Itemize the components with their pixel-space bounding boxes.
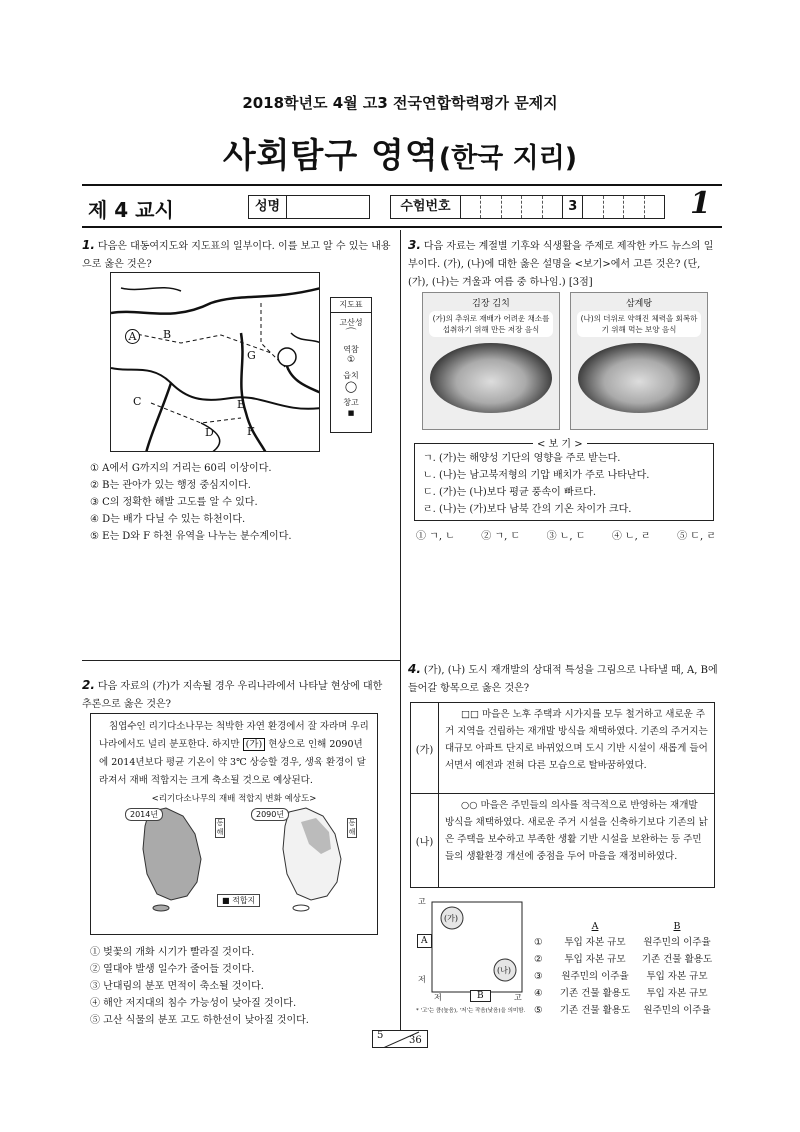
- option-number: ④: [534, 988, 543, 999]
- map-label-b: B: [163, 328, 172, 341]
- option-b: 기존 건물 활용도: [641, 954, 713, 965]
- town-icon: ◯: [344, 380, 358, 393]
- option-a: 기존 건물 활용도: [559, 1005, 631, 1016]
- q4-options: [534, 920, 720, 1019]
- q1-map-legend: [330, 297, 372, 433]
- page-total: 36: [409, 1035, 422, 1046]
- header-rule-top: [82, 184, 722, 186]
- exam-number-cell: [461, 196, 481, 218]
- row-ga-text: □□ 마을은 노후 주택과 시가지를 모두 철거하고 새로운 주거 지역을 건립하는 재개발 방식을 채택하였다. 기존의 주거지는 대규모 아파트 단지로 바뀌었으며 도시 기반 시설이 새롭게 들어서면서 예전과 전혀 다른 모습으로 탈바꿈하였다.: [445, 709, 708, 771]
- page-number: 1: [690, 186, 711, 221]
- graph-axis-b: B: [470, 990, 491, 1002]
- exam-title: 2018학년도 4월 고3 전국연합학력평가 문제지: [242, 94, 558, 112]
- exam-number-cell: [624, 196, 644, 218]
- q2-option-1[interactable]: ① 벚꽃의 개화 시기가 빨라질 것이다.: [90, 947, 255, 958]
- card-samgyetang-desc: (나)의 더위로 약해진 체력을 회복하기 위해 먹는 보양 음식: [577, 311, 701, 337]
- row-na-label: (나): [411, 794, 439, 887]
- graph-na: (나): [497, 966, 511, 975]
- q3-stem: [408, 236, 720, 292]
- period-label: 제 4 교시: [88, 198, 174, 222]
- legend-label: 창고: [343, 398, 359, 407]
- map-label-a: A: [125, 329, 140, 344]
- q2-passage-box: [90, 713, 378, 935]
- subject-title: [0, 128, 800, 177]
- q1-stem: [82, 236, 394, 274]
- bogi-title: < 보 기 >: [533, 435, 587, 450]
- station-icon: ①: [346, 355, 356, 365]
- q2-option-4[interactable]: ④ 해안 저지대의 침수 가능성이 낮아질 것이다.: [90, 998, 297, 1009]
- q4-option-1[interactable]: [534, 934, 720, 951]
- q1-map: [110, 272, 320, 452]
- q2-stem-text: 다음 자료의 (가)가 지속될 경우 우리나라에서 나타날 현상에 대한 추론으로 옳은 것은?: [82, 681, 383, 710]
- exam-number-cell: [522, 196, 542, 218]
- q4-graph: [408, 896, 528, 1006]
- q1-option-2[interactable]: ② B는 관아가 있는 행정 중심지이다.: [90, 480, 251, 491]
- graph-y-low: 저: [418, 975, 426, 984]
- q1-option-4[interactable]: ④ D는 배가 다닐 수 있는 하천이다.: [90, 514, 246, 525]
- q3-option-1[interactable]: ① ㄱ, ㄴ: [416, 531, 455, 542]
- bogi-item-2: ㄴ. (나)는 남고북저형의 기압 배치가 주로 나타난다.: [423, 470, 650, 481]
- q3-option-5[interactable]: ⑤ ㄷ, ㄹ: [677, 531, 716, 542]
- page-counter: [372, 1030, 428, 1048]
- map-label-f: F: [247, 425, 255, 438]
- subject-sub: (한국 지리): [438, 143, 578, 174]
- q3-option-4[interactable]: ④ ㄴ, ㄹ: [611, 531, 651, 542]
- q1-stem-text: 다음은 대동여지도와 지도표의 일부이다. 이를 보고 알 수 있는 내용으로 옳은 것은?: [82, 241, 391, 270]
- q2-number: 2.: [82, 678, 95, 692]
- q2-passage-mark: (가): [243, 738, 266, 751]
- q4-stem-text: (가), (나) 도시 재개발의 상대적 특성을 그림으로 나타낼 때, A, B에 들어갈 항목으로 옳은 것은?: [408, 665, 718, 694]
- q4-number: 4.: [408, 662, 421, 676]
- q4-option-3[interactable]: [534, 968, 720, 985]
- option-b: 투입 자본 규모: [646, 988, 708, 999]
- sea-label-2: 동해: [348, 819, 356, 836]
- q4-graph-note: * '고'는 큼(높음), '저'는 작음(낮음)을 의미함.: [416, 1008, 526, 1014]
- option-a: 투입 자본 규모: [564, 954, 626, 965]
- q4-row-na: [411, 794, 714, 887]
- bogi-item-4: ㄹ. (나)는 (가)보다 남북 간의 기온 차이가 크다.: [423, 504, 632, 515]
- legend-label: 읍치: [343, 371, 359, 380]
- q4-option-5[interactable]: [534, 1002, 720, 1019]
- exam-number-cells[interactable]: [461, 196, 664, 218]
- graph-ga: (가): [444, 914, 458, 923]
- q4-col-b: B: [673, 921, 681, 932]
- q4-col-a: A: [591, 921, 599, 932]
- exam-number-cell: [543, 196, 563, 218]
- option-number: ①: [534, 937, 543, 948]
- name-label: 성명: [249, 196, 287, 218]
- kimchi-photo: [430, 343, 552, 413]
- q4-options-header: [534, 920, 720, 934]
- legend-item-town: [331, 370, 371, 393]
- map-label-c: C: [133, 395, 142, 408]
- row-na-text: ○○ 마을은 주민들의 의사를 적극적으로 반영하는 재개발 방식을 채택하였다. 새로운 주거 시설을 신축하기보다 기존의 낡은 주택을 보수하고 부족한 생활 기반 시설을 보완하는 등 주민들의 생활환경 개선에 중점을 두어 마을을 재정비하였다.: [445, 800, 708, 862]
- map-label-g: G: [247, 349, 256, 362]
- legend-label: 역참: [343, 345, 359, 354]
- graph-x-high: 고: [514, 993, 522, 1002]
- q2-figure-title: <리기다소나무의 재배 적합지 변화 예상도>: [151, 794, 317, 804]
- option-a: 기존 건물 활용도: [559, 988, 631, 999]
- legend-item-station: [331, 344, 371, 366]
- exam-number-cell: [502, 196, 522, 218]
- fortress-icon: ⌒: [345, 327, 357, 340]
- q2-options: [90, 944, 309, 1029]
- q2-option-5[interactable]: ⑤ 고산 식물의 분포 고도 하한선이 낮아질 것이다.: [90, 1015, 309, 1026]
- q4-option-2[interactable]: [534, 951, 720, 968]
- option-number: ⑤: [534, 1005, 543, 1016]
- q2-option-3[interactable]: ③ 난대림의 분포 면적이 축소될 것이다.: [90, 981, 264, 992]
- q4-option-4[interactable]: [534, 985, 720, 1002]
- samgyetang-photo: [578, 343, 700, 413]
- q3-card-samgyetang: [570, 292, 708, 430]
- q4-stem: [408, 660, 720, 698]
- legend-item-warehouse: [331, 397, 371, 418]
- card-samgyetang-title: 삼계탕: [625, 299, 653, 309]
- map-label-d: D: [205, 426, 214, 439]
- exam-number-cell: [481, 196, 501, 218]
- option-b: 원주민의 이주율: [643, 1005, 711, 1016]
- option-number: ③: [534, 971, 543, 982]
- option-a: 원주민의 이주율: [561, 971, 629, 982]
- page-current: 5: [377, 1030, 384, 1041]
- exam-number-digit: 3: [563, 196, 583, 218]
- column-divider: [400, 230, 401, 1030]
- q3-option-3[interactable]: ③ ㄴ, ㄷ: [546, 531, 586, 542]
- exam-number-label: 수험번호: [391, 196, 461, 218]
- q4-graph-frame: [408, 896, 528, 1006]
- card-kimchi-desc: (가)의 추위로 재배가 어려운 채소를 섭취하기 위해 만든 저장 음식: [429, 311, 553, 337]
- q1-options: [90, 460, 292, 545]
- graph-x-low: 저: [434, 993, 442, 1002]
- q1-option-1[interactable]: ① A에서 G까지의 거리는 60리 이상이다.: [90, 463, 272, 474]
- legend-label: 고산성: [339, 318, 363, 327]
- map-year-2090: 2090년: [251, 808, 289, 821]
- bogi-item-1: ㄱ. (가)는 해양성 기단의 영향을 주로 받는다.: [423, 453, 621, 464]
- question-divider: [82, 660, 400, 661]
- option-b: 투입 자본 규모: [646, 971, 708, 982]
- subject-main: 사회탐구 영역: [222, 136, 439, 176]
- q3-card-kimchi: [422, 292, 560, 430]
- name-field[interactable]: [287, 196, 369, 218]
- exam-number-cell: [604, 196, 624, 218]
- legend-title: 지도표: [331, 298, 371, 313]
- option-b: 원주민의 이주율: [643, 937, 711, 948]
- exam-number-box: [390, 195, 665, 219]
- q2-passage: [91, 714, 377, 790]
- q3-bogi-box: [414, 439, 714, 521]
- sea-label-1: 동해: [216, 819, 224, 836]
- exam-number-cell: [645, 196, 664, 218]
- q2-map-legend: ■ 적합지: [217, 894, 260, 907]
- graph-axis-a: A: [417, 934, 432, 948]
- exam-number-cell: [583, 196, 603, 218]
- q3-options: [416, 528, 716, 545]
- q4-row-ga: [411, 703, 714, 794]
- q2-passage-after: 현상으로 인해 2090년에 2014년보다 평균 기온이 약 3℃ 상승할 경우, 생육 환경이 달라져서 재배 적합지는 크게 축소될 것으로 예상된다.: [99, 739, 366, 786]
- q2-passage-before: 침엽수인 리기다소나무는 척박한 자연 환경에서 잘 자라며 우리나라에서도 널리 분포한다. 하지만: [99, 721, 369, 750]
- name-box: [248, 195, 370, 219]
- q3-stem-text: 다음 자료는 계절별 기후와 식생활을 주제로 제작한 카드 뉴스의 일부이다. (가), (나)에 대한 옳은 설명을 <보기>에서 고른 것은? (단, (가), (나)는 겨울과 여름 중 하나임.) [3점]: [408, 241, 714, 288]
- q3-number: 3.: [408, 238, 421, 252]
- q1-option-3[interactable]: ③ C의 정확한 해발 고도를 알 수 있다.: [90, 497, 258, 508]
- q3-option-2[interactable]: ② ㄱ, ㄷ: [481, 531, 521, 542]
- map-year-2014: 2014년: [125, 808, 163, 821]
- option-a: 투입 자본 규모: [564, 937, 626, 948]
- old-map-drawing: [111, 273, 320, 452]
- q2-stem: [82, 676, 394, 714]
- q1-option-5[interactable]: ⑤ E는 D와 F 하천 유역을 나누는 분수계이다.: [90, 531, 292, 542]
- q2-option-2[interactable]: ② 열대야 발생 일수가 줄어들 것이다.: [90, 964, 255, 975]
- graph-y-high: 고: [418, 897, 426, 906]
- header-rule-bottom: [82, 226, 722, 228]
- option-number: ②: [534, 954, 543, 965]
- q2-figure: [91, 804, 377, 914]
- legend-item-fortress: [331, 317, 371, 340]
- q4-table: [410, 702, 715, 888]
- warehouse-icon: ■: [347, 409, 355, 417]
- map-label-e: E: [237, 398, 246, 411]
- card-kimchi-title: 김장 김치: [472, 299, 510, 309]
- q1-number: 1.: [82, 238, 95, 252]
- bogi-item-3: ㄷ. (가)는 (나)보다 평균 풍속이 빠르다.: [423, 487, 597, 498]
- row-ga-label: (가): [411, 703, 439, 793]
